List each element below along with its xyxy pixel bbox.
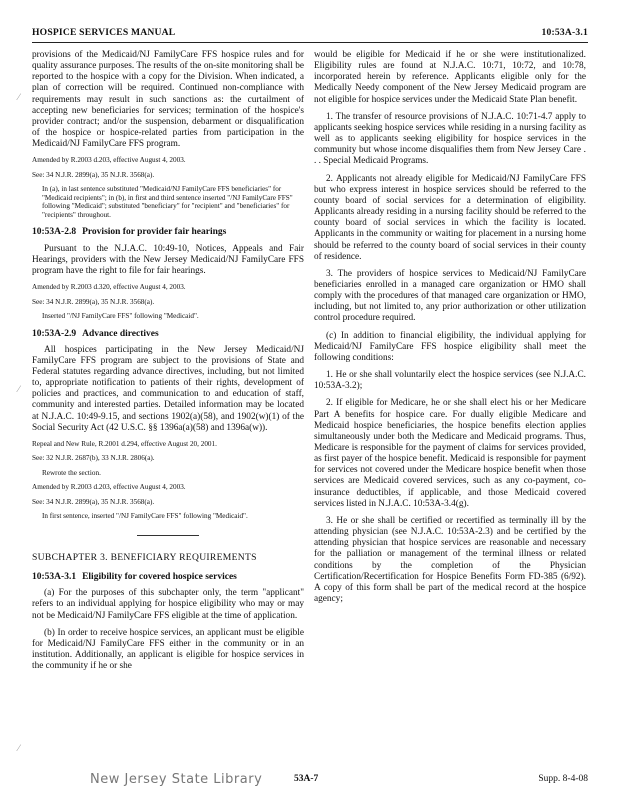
paragraph: 1. He or she shall voluntarily elect the hospice services (see N.J.A.C. 10:53A-3.2); <box>314 370 586 392</box>
section-number: 10:53A-3.1 <box>32 572 77 583</box>
history-note <box>32 283 304 321</box>
page-number: 53A-7 <box>294 774 319 784</box>
margin-mark: ⁄ <box>18 384 20 394</box>
running-header <box>32 27 588 41</box>
paragraph: 2. If eligible for Medicare, he or she shall elect his or her Medicare Part A benefits for hospice care. For dually eligible Medicare and Medicaid hospice beneficiaries, the hospice benefits election applies simultaneously under both the Medicare and Medicaid programs. Thus, Medicare is responsible for the payment of claims for services provided, as first payer of the hospice benefit. Medicaid is responsible for payment for services not covered under the Medicare hospice benefit when those services are Medicaid covered services, such as any co-payment, co-insurance deductibles, if applicable, and those Medicaid covered services listed in N.J.A.C. 10:53A-3.4(g). <box>314 398 586 509</box>
history-line: See: 34 N.J.R. 2899(a), 35 N.J.R. 3568(a). <box>32 497 155 506</box>
section-heading <box>32 329 304 340</box>
section-title: Provision for provider fair hearings <box>82 227 227 238</box>
section-heading <box>32 572 304 583</box>
history-line: Amended by R.2003 d.203, effective August 4, 2003. <box>32 156 186 165</box>
header-rule <box>32 42 588 43</box>
section-number: 10:53A-2.8 <box>32 227 77 238</box>
margin-mark: ⁄ <box>18 743 20 753</box>
paragraph: 3. He or she shall be certified or recertified as terminally ill by the attending physician (see N.J.A.C. 10:53A-2.3) and be certified by the attending physician that hospice services are reasonable and necessary for the palliation or management of the terminal illness or related conditions by the completion of the Physician Certification/Recertification for Hospice Benefits Form FD-385 (6/92). A copy of this form shall be part of the medical record at the hospice agency; <box>314 515 586 605</box>
section-locator: 10:53A-3.1 <box>541 27 588 38</box>
section-title: Eligibility for covered hospice services <box>82 572 237 583</box>
history-line: In first sentence, inserted "/NJ FamilyCare FFS" following "Medicaid". <box>42 512 248 521</box>
paragraph: provisions of the Medicaid/NJ FamilyCare FFS hospice rules and for quality assurance purposes. The results of the on-site monitoring shall be reported to the hospice with a copy for the Division. When indicated, a plan of correction will be required. Continued non-compliance with requirements may result in such sanctions as: the curtailment of accepting new beneficiaries for services; termination of the hospice's provider contract; and/or the suspension, debarment or disqualification of the hospice or hospice-related parties from participation in the Medicaid/NJ FamilyCare FFS program. <box>32 50 304 150</box>
history-line: Amended by R.2003 d.320, effective August 4, 2003. <box>32 283 186 292</box>
paragraph: would be eligible for Medicaid if he or she were institutionalized. Eligibility rules are found at N.J.A.C. 10:71, 10:72, and 10:78, incorporated herein by reference. Applicants eligible only for the Medically Needy component of the New Jersey Medicaid program are not eligible for hospice services under the Medicaid State Plan benefit. <box>314 50 586 105</box>
margin-mark: ⁄ <box>18 92 20 102</box>
left-column <box>32 50 304 678</box>
section-heading <box>32 227 304 238</box>
history-line: See: 32 N.J.R. 2687(b), 33 N.J.R. 2806(a). <box>32 454 155 463</box>
section-number: 10:53A-2.9 <box>32 328 77 339</box>
paragraph: All hospices participating in the New Jersey Medicaid/NJ FamilyCare FFS program are subject to the provisions of State and Federal statutes regarding advance directives, including, but not limited to, appropriate notification to patients of their rights, development of policies and practices, and communication to and education of staff, community and interested parties. Detailed information may be located at N.J.A.C. 10:49-9.15, and sections 1902(a)(58), and 1902(w)(1) of the Social Security Act (42 U.S.C. §§ 1396a(a)(58) and 1396a(w)). <box>32 344 304 433</box>
paragraph: (c) In addition to financial eligibility, the individual applying for Medicaid/NJ FamilyCare FFS hospice eligibility shall meet the following conditions: <box>314 330 586 363</box>
history-note <box>32 440 304 521</box>
divider <box>137 535 199 536</box>
history-note <box>32 156 304 219</box>
paragraph: 3. The providers of hospice services to Medicaid/NJ FamilyCare beneficiaries enrolled in a managed care organization or HMO shall comply with the procedures of that managed care organization or HMO, including, but not limited to, any prior authorization or other utilization control procedure required. <box>314 268 586 324</box>
paragraph: 1. The transfer of resource provisions of N.J.A.C. 10:71-4.7 apply to applicants seeking hospice services while residing in a nursing facility as well as to applicants seeking eligibility for hospice services in the community but whose income disqualifies them from New Jersey Care . . . Special Medicaid Programs. <box>314 111 586 167</box>
history-line: See: 34 N.J.R. 2899(a), 35 N.J.R. 3568(a). <box>32 297 155 306</box>
paragraph: (a) For the purposes of this subchapter only, the term "applicant" refers to an individual applying for hospice eligibility who may or may not be Medicaid/NJ FamilyCare FFS eligible at the time of application. <box>32 588 304 621</box>
paragraph: (b) In order to receive hospice services, an applicant must be eligible for Medicaid/NJ FamilyCare FFS either in the community or in an institution. Additionally, an applicant is eligible for hospice services in the community if he or she <box>32 627 304 672</box>
history-line: Inserted "/NJ FamilyCare FFS" following "Medicaid". <box>42 312 199 321</box>
history-line: Rewrote the section. <box>42 468 101 477</box>
page-footer <box>32 772 588 788</box>
history-line: Amended by R.2003 d.203, effective August 4, 2003. <box>32 483 186 492</box>
library-watermark: New Jersey State Library <box>90 772 263 787</box>
paragraph: Pursuant to the N.J.A.C. 10:49-10, Notices, Appeals and Fair Hearings, providers with the New Jersey Medicaid/NJ FamilyCare FFS program have the right to file for fair hearings. <box>32 243 304 276</box>
supplement-date: Supp. 8-4-08 <box>538 774 588 784</box>
history-line: Repeal and New Rule, R.2001 d.294, effective August 20, 2001. <box>32 439 217 448</box>
section-title: Advance directives <box>82 328 159 339</box>
right-column <box>314 50 586 611</box>
subchapter-heading: SUBCHAPTER 3. BENEFICIARY REQUIREMENTS <box>32 551 257 563</box>
history-line: In (a), in last sentence substituted "Medicaid/NJ FamilyCare FFS beneficiaries" for "Medicaid recipients"; in (b), in first and third sentence inserted "/NJ FamilyCare FFS" following "Medicaid"; substituted "beneficiary" for "recipient" and "beneficiaries" for "recipients" throughout. <box>42 185 293 219</box>
paragraph: 2. Applicants not already eligible for Medicaid/NJ FamilyCare FFS but who express interest in hospice services should be referred to the county board of social services for a determination of eligibility. Applicants already residing in a nursing facility should be referred to the county board of social services in which the facility is located. Applicants in the community or waiting for placement in a nursing home should be referred to the county board of social services in their county of residence. <box>314 173 586 262</box>
manual-title: HOSPICE SERVICES MANUAL <box>32 27 176 38</box>
history-line: See: 34 N.J.R. 2899(a), 35 N.J.R. 3568(a). <box>32 170 155 179</box>
